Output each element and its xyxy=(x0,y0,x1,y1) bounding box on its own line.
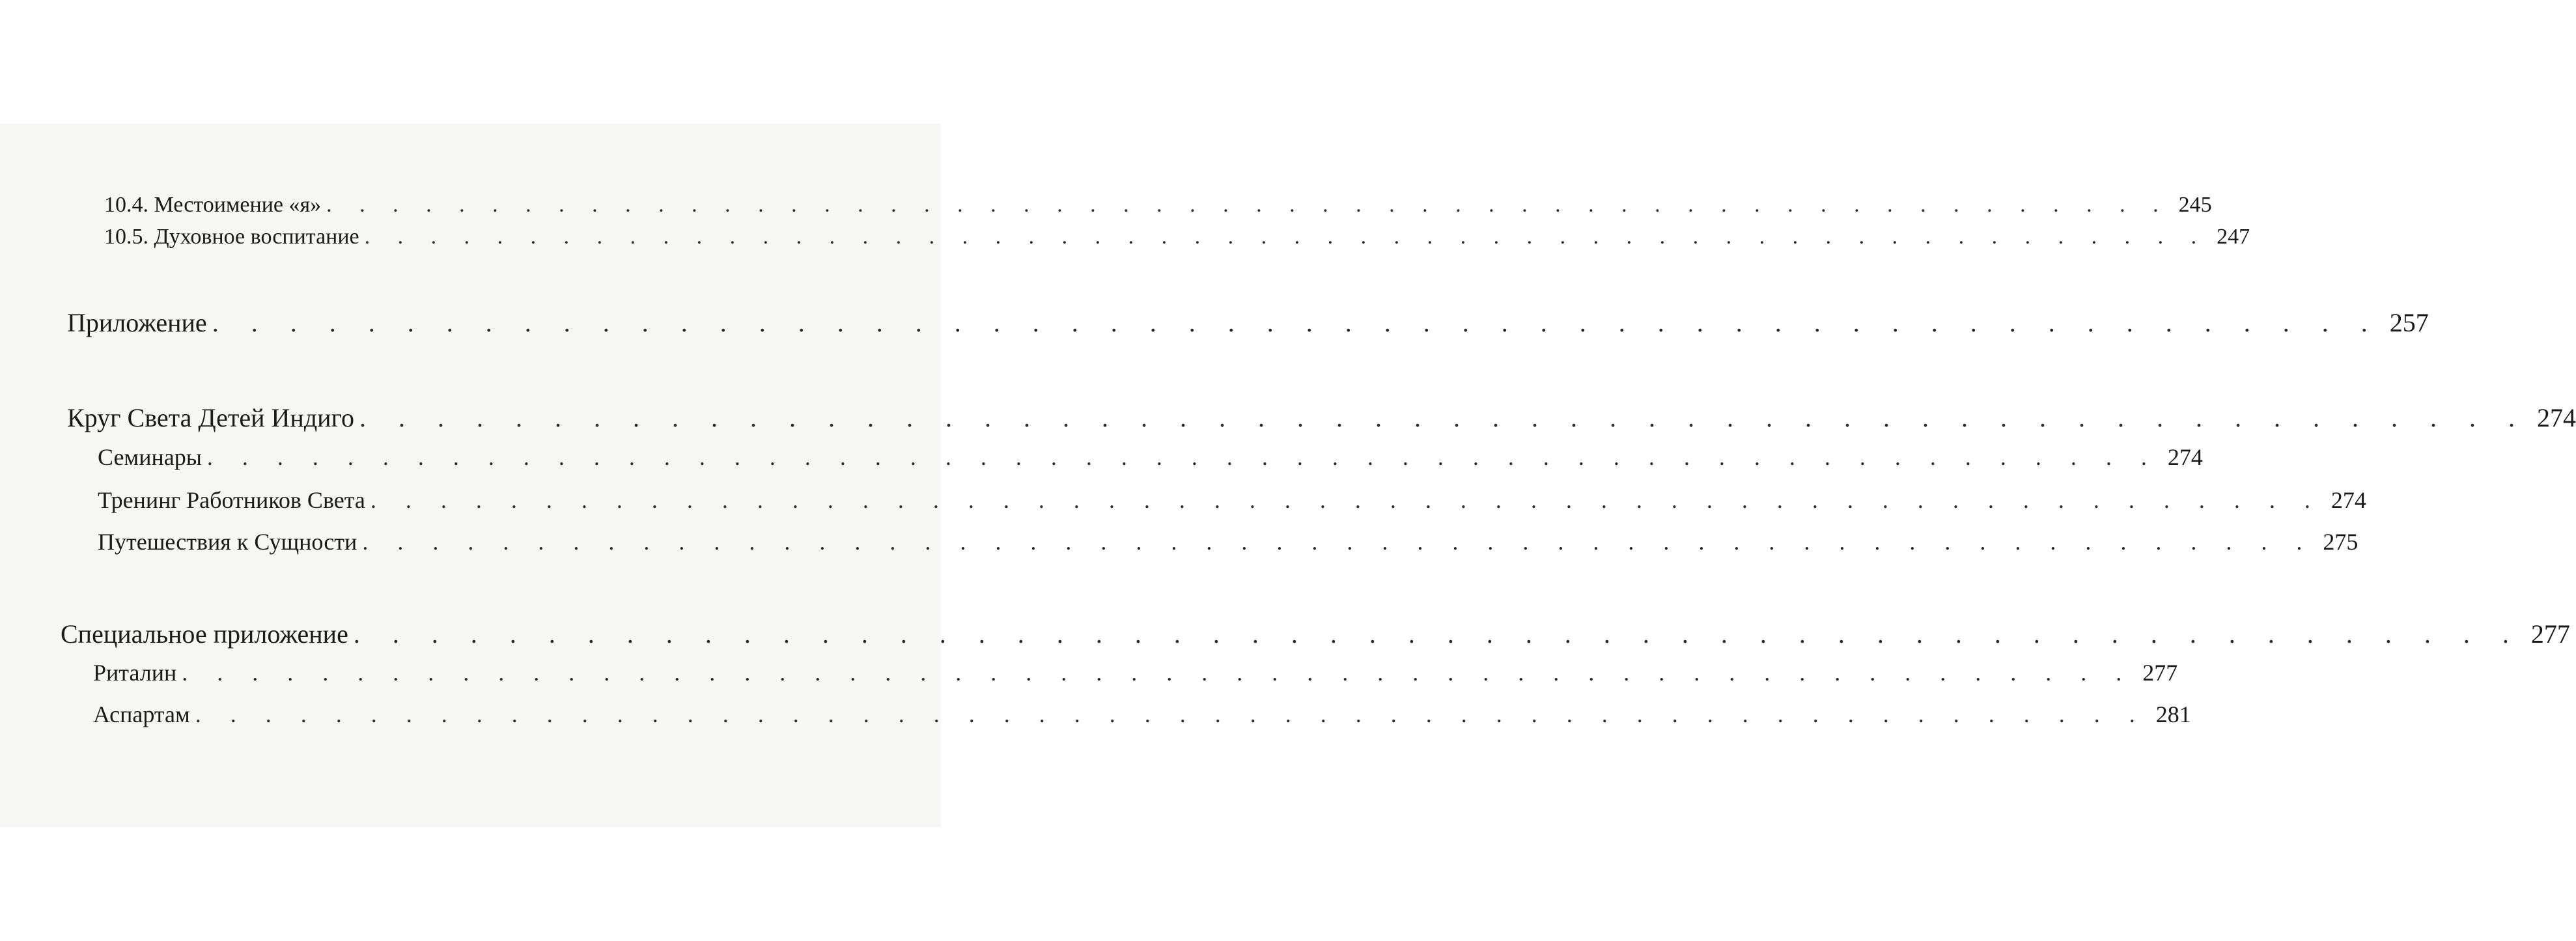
toc-entry xyxy=(98,528,2359,555)
dot-leader: . . . . . . . . . . . . . . . . . . . . . . . . . . . . . . . . . . . . . . . . . . . . . . . . . . . . . . . . xyxy=(212,308,2381,337)
dot-leader: . . . . . . . . . . . . . . . . . . . . . . . . . . . . . . . . . . . . . . . . . . . . . . . . . . . . . . . . xyxy=(195,701,2147,727)
toc-page-number: 247 xyxy=(2217,225,2250,249)
dot-leader: . . . . . . . . . . . . . . . . . . . . . . . . . . . . . . . . . . . . . . . . . . . . . . . . . . . . . . . . xyxy=(353,619,2522,649)
toc-entry-title: Специальное приложение xyxy=(61,619,348,649)
dot-leader: . . . . . . . . . . . . . . . . . . . . . . . . . . . . . . . . . . . . . . . . . . . . . . . . . . . . . . . . xyxy=(206,444,2159,470)
dot-leader: . . . . . . . . . . . . . . . . . . . . . . . . . . . . . . . . . . . . . . . . . . . . . . . . . . . . . . . . xyxy=(359,403,2528,432)
toc-entry-title: 10.5. Духовное воспитание xyxy=(104,225,359,249)
toc-entry xyxy=(104,225,2250,249)
toc-entry xyxy=(98,486,2366,514)
toc-entry-title: Приложение xyxy=(67,308,207,337)
toc-entry-title: Аспартам xyxy=(93,701,190,727)
toc-entry xyxy=(93,659,2178,686)
dot-leader: . . . . . . . . . . . . . . . . . . . . . . . . . . . . . . . . . . . . . . . . . . . . . . . . . . . . . . . . xyxy=(364,225,2208,249)
toc-entry xyxy=(98,443,2203,471)
toc-page-number: 277 xyxy=(2142,660,2178,686)
toc-page-number: 281 xyxy=(2155,701,2191,727)
toc-page-number: 274 xyxy=(2537,403,2576,432)
dot-leader: . . . . . . . . . . . . . . . . . . . . . . . . . . . . . . . . . . . . . . . . . . . . . . . . . . . . . . . . xyxy=(370,487,2322,513)
toc-page-number: 274 xyxy=(2331,487,2366,513)
toc-entry-title: Семинары xyxy=(98,444,202,470)
toc-entry xyxy=(93,701,2191,728)
toc-page-number: 274 xyxy=(2167,444,2203,470)
toc-entry-title: Путешествия к Сущности xyxy=(98,529,357,555)
toc-entry xyxy=(67,307,2429,338)
toc-page-number: 275 xyxy=(2323,529,2359,555)
toc-entry-title: Круг Света Детей Индиго xyxy=(67,403,354,432)
toc-entry-title: Риталин xyxy=(93,660,177,686)
toc-entry xyxy=(67,402,2576,433)
toc-entry-title: 10.4. Местоимение «я» xyxy=(104,193,322,217)
toc-entry xyxy=(104,193,2212,218)
toc-page-number: 245 xyxy=(2178,193,2212,217)
toc-page-number: 277 xyxy=(2530,619,2570,649)
toc-entry-title: Тренинг Работников Света xyxy=(98,487,365,513)
toc-entry xyxy=(61,619,2570,649)
dot-leader: . . . . . . . . . . . . . . . . . . . . . . . . . . . . . . . . . . . . . . . . . . . . . . . . . . . . . . . . xyxy=(326,193,2170,217)
dot-leader: . . . . . . . . . . . . . . . . . . . . . . . . . . . . . . . . . . . . . . . . . . . . . . . . . . . . . . . . xyxy=(182,660,2134,686)
toc-page-number: 257 xyxy=(2389,308,2429,337)
dot-leader: . . . . . . . . . . . . . . . . . . . . . . . . . . . . . . . . . . . . . . . . . . . . . . . . . . . . . . . . xyxy=(362,529,2314,555)
